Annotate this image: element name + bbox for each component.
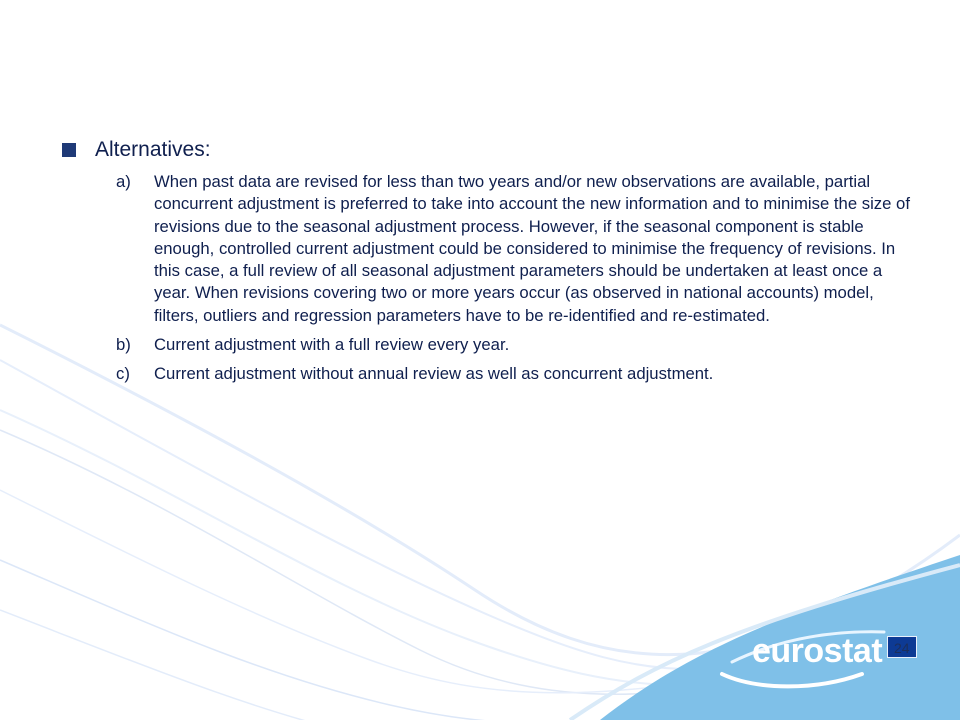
list-marker-a: a): [116, 172, 131, 191]
list-item-c: [116, 363, 912, 385]
square-bullet-icon: [62, 143, 76, 157]
list-text-a: When past data are revised for less than two years and/or new observations are available, partial concurrent adjustment is preferred to take into account the new information and to minimise the size of revisions due to the seasonal adjustment process. However, if the seasonal component is stable enough, controlled current adjustment could be considered to minimise the frequency of revisions. In this case, a full review of all seasonal adjustment parameters should be undertaken at least once a year. When revisions covering two or more years occur (as observed in national accounts) model, filters, outliers and regression parameters have to be re-identified and re-estimated.: [154, 172, 910, 325]
list-text-c: Current adjustment without annual review as well as concurrent adjustment.: [154, 364, 714, 384]
page-number: 24: [894, 640, 910, 656]
eurostat-logo: [714, 622, 914, 692]
list-item-a: [116, 171, 912, 327]
alternatives-list: [62, 171, 912, 386]
list-marker-b: b): [116, 335, 131, 355]
list-text-b: Current adjustment with a full review every year.: [154, 335, 510, 355]
list-item-b: [116, 334, 912, 356]
list-marker-c: c): [116, 364, 130, 384]
logo-text: eurostat: [752, 632, 883, 670]
heading: Alternatives:: [95, 138, 211, 161]
slide-content: [62, 135, 912, 393]
alternatives-bullet: [62, 135, 912, 165]
